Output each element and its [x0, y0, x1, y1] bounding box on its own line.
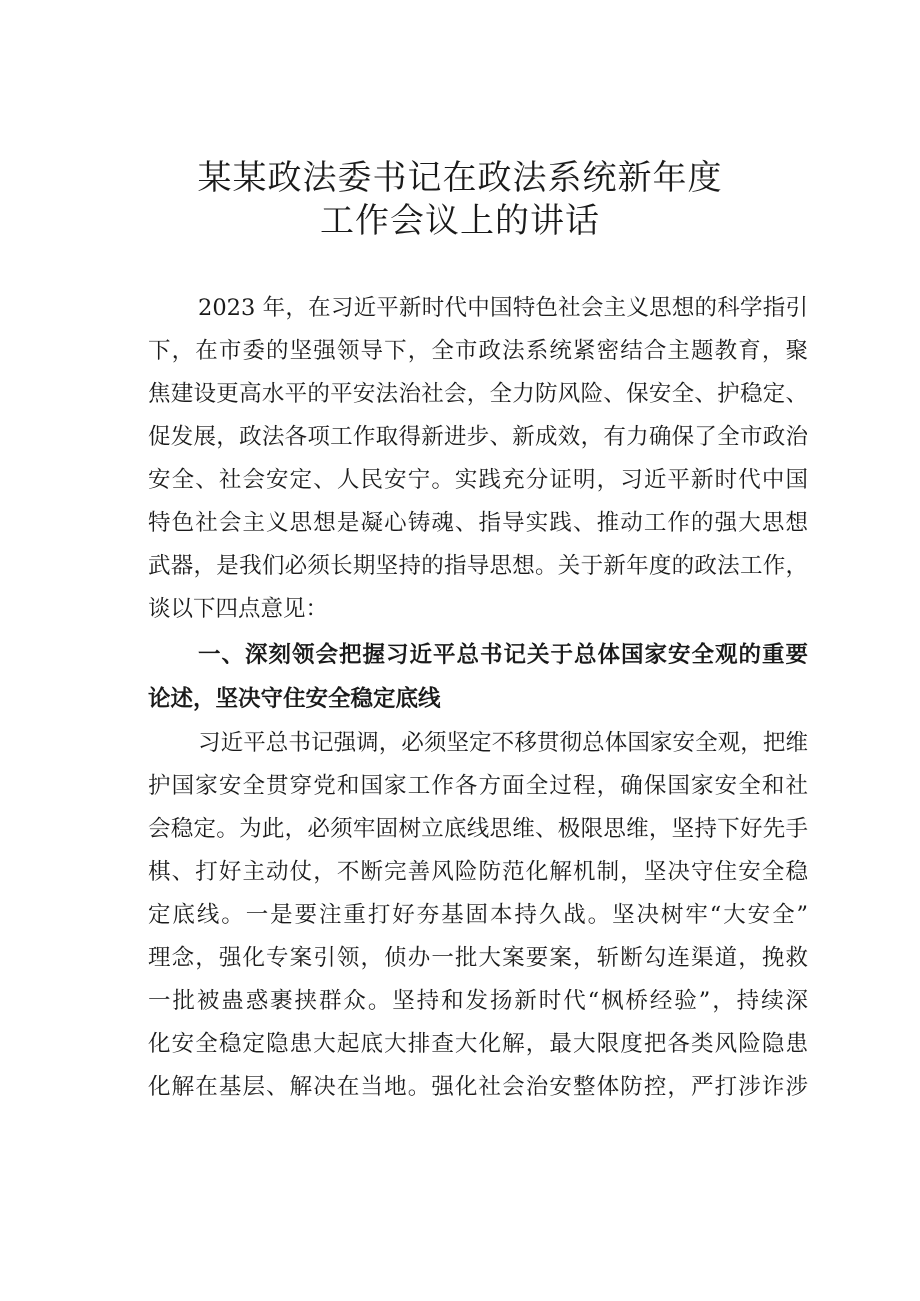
paragraph-1-line: 焦建设更高水平的平安法治社会，全力防风险、保安全、护稳定、 — [148, 381, 808, 407]
document-title-line-2: 工作会议上的讲话 — [320, 201, 600, 241]
paragraph-1-line: 特色社会主义思想是凝心铸魂、指导实践、推动工作的强大思想 — [148, 510, 808, 536]
paragraph-1-line: 2023 年，在习近平新时代中国特色社会主义思想的科学指引 — [198, 295, 808, 321]
paragraph-1-line: 武器，是我们必须长期坚持的指导思想。关于新年度的政法工作， — [148, 553, 808, 579]
document-title-line-1: 某某政法委书记在政法系统新年度 — [197, 158, 723, 198]
paragraph-1-line: 安全、社会安定、人民安宁。实践充分证明，习近平新时代中国 — [148, 467, 808, 493]
paragraph-2-line: 化解在基层、解决在当地。强化社会治安整体防控，严打涉诈涉 — [148, 1074, 808, 1100]
paragraph-1-line: 谈以下四点意见： — [148, 596, 329, 622]
section-1-heading-line-2: 论述，坚决守住安全稳定底线 — [148, 686, 441, 712]
paragraph-2-line: 化安全稳定隐患大起底大排查大化解，最大限度把各类风险隐患 — [148, 1031, 808, 1057]
paragraph-2-line: 棋、打好主动仗，不断完善风险防范化解机制，坚决守住安全稳 — [148, 859, 808, 885]
paragraph-2-line: 一批被蛊惑裹挟群众。坚持和发扬新时代“枫桥经验”，持续深 — [148, 988, 808, 1014]
paragraph-1-line: 促发展，政法各项工作取得新进步、新成效，有力确保了全市政治 — [148, 424, 808, 450]
paragraph-2-line: 会稳定。为此，必须牢固树立底线思维、极限思维，坚持下好先手 — [148, 816, 808, 842]
paragraph-2-line: 习近平总书记强调，必须坚定不移贯彻总体国家安全观，把维 — [198, 730, 808, 756]
paragraph-2-line: 护国家安全贯穿党和国家工作各方面全过程，确保国家安全和社 — [148, 773, 808, 799]
paragraph-2-line: 定底线。一是要注重打好夯基固本持久战。坚决树牢“大安全” — [148, 902, 808, 928]
paragraph-2-line: 理念，强化专案引领，侦办一批大案要案，斩断勾连渠道，挽救 — [148, 945, 808, 971]
paragraph-1-line: 下，在市委的坚强领导下，全市政法系统紧密结合主题教育，聚 — [148, 338, 808, 364]
section-1-heading-line-1: 一、深刻领会把握习近平总书记关于总体国家安全观的重要 — [198, 642, 808, 668]
